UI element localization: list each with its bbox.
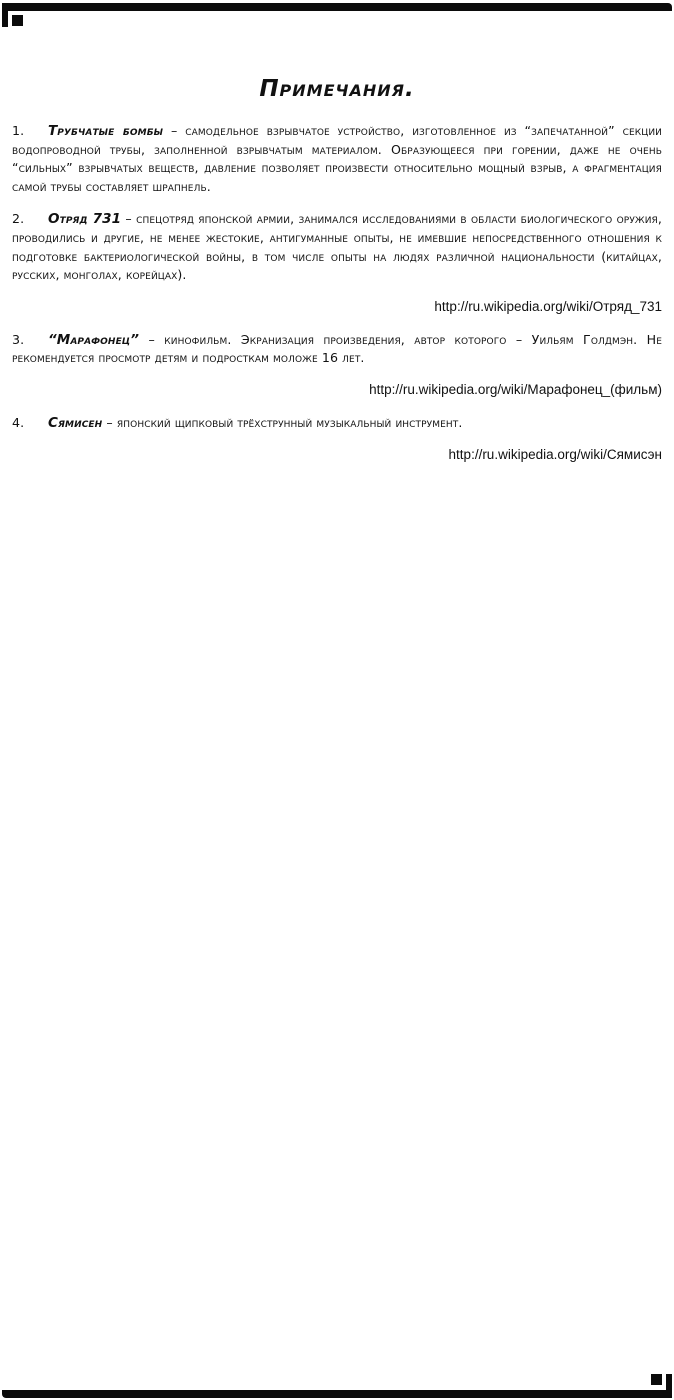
note-number: 4. [12, 414, 25, 430]
note-paragraph [12, 414, 662, 433]
note-link[interactable]: http://ru.wikipedia.org/wiki/Марафонец_(фильм) [369, 381, 662, 397]
note-item-2 [12, 210, 662, 314]
corner-square-top-left [12, 15, 23, 26]
frame-bottom-bar [2, 1390, 672, 1398]
frame-left-tick [2, 3, 8, 27]
note-text: – спецотряд японской армии, занимался исследованиями в области биологического оружия, проводились и другие, не менее жестокие, антигуманные опыты, не имевшие непосредственного отношения к подготовке бактериологической войны, в том числе опыты на людях различной национальности (китайцах, русских, монголах, корейцах). [12, 211, 662, 283]
note-text: – самодельное взрывчатое устройство, изготовленное из “запечатанной” секции водопроводной трубы, заполненной взрывчатым материалом. Образующееся при горении, даже не очень “сильных” взрывчатых веществ, давление позволяет произвести относительно мощный взрыв, а фрагментация самой трубы составляет шрапнель. [12, 123, 663, 194]
note-item-3 [12, 331, 662, 398]
note-link[interactable]: http://ru.wikipedia.org/wiki/Сямисэн [448, 446, 662, 462]
note-text: – кинофильм. Экранизация произведения, автор которого – Уильям Голдмэн. Не рекомендуется просмотр детям и подросткам моложе 16 лет. [12, 331, 662, 366]
frame-top-bar [2, 3, 672, 11]
note-term: “Марафонец” [48, 331, 140, 348]
note-number: 3. [12, 331, 25, 347]
note-link[interactable]: http://ru.wikipedia.org/wiki/Отряд_731 [434, 298, 662, 314]
page-title: Примечания. [259, 76, 415, 102]
note-paragraph [12, 210, 662, 284]
corner-square-bottom-right [651, 1374, 662, 1385]
note-paragraph [12, 331, 662, 368]
note-item-4 [12, 414, 662, 463]
note-number: 1. [12, 123, 25, 138]
note-number: 2. [12, 211, 25, 227]
frame-top-border [0, 0, 674, 10]
note-term: Сямисен [48, 414, 103, 431]
notes-list [12, 122, 662, 479]
note-text: – японский щипковый трёхструнный музыкальный инструмент. [102, 414, 463, 430]
note-item-1 [12, 122, 662, 196]
note-paragraph [12, 122, 662, 196]
note-term: Трубчатые бомбы [48, 123, 164, 139]
frame-bottom-border [0, 1390, 674, 1400]
note-term: Отряд 731 [48, 211, 122, 228]
